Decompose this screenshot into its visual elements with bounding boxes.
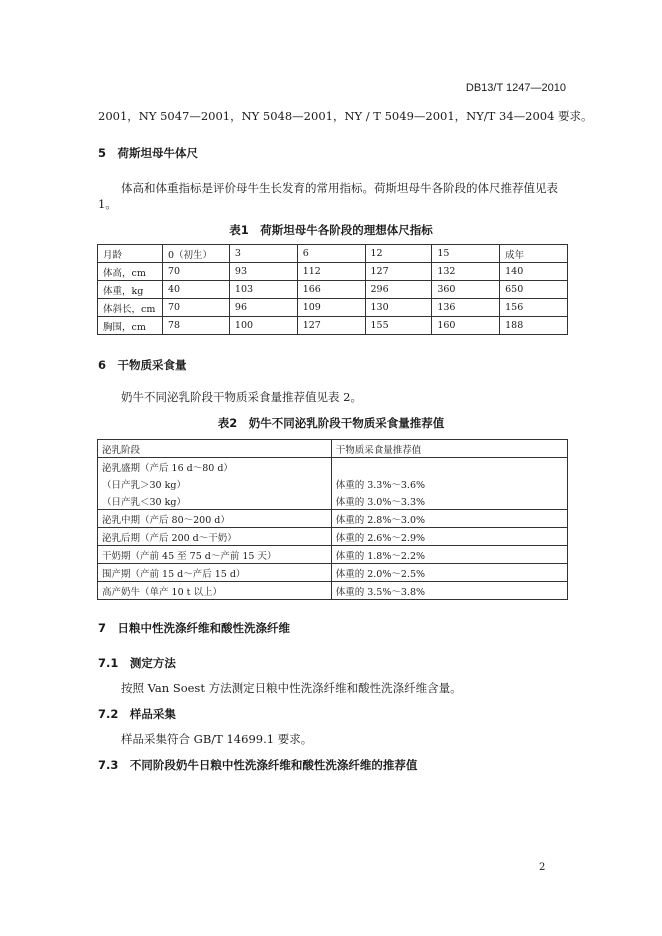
section6-paragraph: 奶牛不同泌乳阶段干物质采食量推荐值见表 2。 — [121, 390, 362, 404]
table1-header-cell: 0（初生） — [162, 245, 229, 263]
section7-3-heading: 7.3 不同阶段奶牛日粮中性洗涤纤维和酸性洗涤纤维的推荐值 — [98, 758, 418, 772]
table-cell: 166 — [297, 281, 365, 299]
table-cell: 155 — [365, 317, 432, 335]
table-cell: 40 — [162, 281, 229, 299]
table-cell: 围产期（产前 15 d～产后 15 d） — [98, 564, 332, 582]
table-cell: 体重的 2.0%～2.5% — [331, 564, 567, 582]
table-cell: 高产奶牛（单产 10 t 以上） — [98, 582, 332, 600]
table-cell: 70 — [162, 299, 229, 317]
table-cell: 70 — [162, 263, 229, 281]
section5-paragraph-line1: 体高和体重指标是评价母牛生长发育的常用指标。荷斯坦母牛各阶段的体尺推荐值见表 — [121, 181, 558, 195]
table-cell: 体重的 3.0%～3.3% — [331, 492, 567, 510]
table-cell: 96 — [229, 299, 297, 317]
intro-line: 2001，NY 5047—2001，NY 5048—2001，NY / T 5049—2001，NY/T 34—2004 要求。 — [98, 109, 593, 123]
table-row — [98, 299, 568, 317]
table-cell: 干奶期（产前 45 至 75 d～产前 15 天） — [98, 546, 332, 564]
section5-heading: 5 荷斯坦母牛体尺 — [98, 146, 199, 160]
table1-header-cell: 6 — [297, 245, 365, 263]
table-row — [98, 564, 568, 582]
table2 — [97, 439, 568, 600]
page-number: 2 — [539, 862, 546, 873]
table-cell: （日产乳＞30 kg） — [98, 475, 332, 492]
table-cell: 650 — [500, 281, 568, 299]
table-cell: 103 — [229, 281, 297, 299]
section5-paragraph-line2: 1。 — [98, 197, 117, 211]
table-cell: （日产乳＜30 kg） — [98, 492, 332, 510]
table-cell: 109 — [297, 299, 365, 317]
table-row — [98, 317, 568, 335]
table-row — [98, 281, 568, 299]
table-row — [98, 263, 568, 281]
section7-1-paragraph: 按照 Van Soest 方法测定日粮中性洗涤纤维和酸性洗涤纤维含量。 — [121, 681, 462, 695]
table-row — [98, 582, 568, 600]
table1-header-cell: 3 — [229, 245, 297, 263]
table-cell: 体重的 2.6%～2.9% — [331, 528, 567, 546]
section7-1-heading: 7.1 测定方法 — [98, 656, 176, 670]
table-cell: 296 — [365, 281, 432, 299]
table-cell: 127 — [297, 317, 365, 335]
table-cell: 136 — [432, 299, 500, 317]
table-cell: 泌乳后期（产后 200 d～干奶） — [98, 528, 332, 546]
table-row — [98, 546, 568, 564]
table-row — [98, 475, 568, 492]
table-cell: 体高，cm — [98, 263, 163, 281]
table2-caption: 表2 奶牛不同泌乳阶段干物质采食量推荐值 — [217, 416, 445, 430]
table-row — [98, 528, 568, 546]
table-cell: 127 — [365, 263, 432, 281]
table-cell: 132 — [432, 263, 500, 281]
table-cell: 泌乳中期（产后 80～200 d） — [98, 510, 332, 528]
table-cell: 100 — [229, 317, 297, 335]
section7-2-paragraph: 样品采集符合 GB/T 14699.1 要求。 — [121, 732, 313, 746]
table-cell: 188 — [500, 317, 568, 335]
table2-header-row — [98, 440, 568, 458]
table-cell: 胸围，cm — [98, 317, 163, 335]
table1-header-row — [98, 245, 568, 263]
table1-header-cell: 12 — [365, 245, 432, 263]
table-cell — [331, 458, 567, 476]
table-cell: 体重的 3.5%～3.8% — [331, 582, 567, 600]
table-cell: 体重的 1.8%～2.2% — [331, 546, 567, 564]
table-row — [98, 510, 568, 528]
table-cell: 130 — [365, 299, 432, 317]
table-cell: 78 — [162, 317, 229, 335]
table2-header-cell: 干物质采食量推荐值 — [331, 440, 567, 458]
table2-header-cell: 泌乳阶段 — [98, 440, 332, 458]
table-cell: 体重的 2.8%～3.0% — [331, 510, 567, 528]
table-cell: 体斜长，cm — [98, 299, 163, 317]
table-cell: 泌乳盛期（产后 16 d～80 d） — [98, 458, 332, 476]
table-cell: 160 — [432, 317, 500, 335]
table-cell: 体重，kg — [98, 281, 163, 299]
table1-header-cell: 15 — [432, 245, 500, 263]
table-cell: 112 — [297, 263, 365, 281]
table1-caption: 表1 荷斯坦母牛各阶段的理想体尺指标 — [229, 223, 433, 237]
section6-heading: 6 干物质采食量 — [98, 358, 187, 372]
section7-heading: 7 日粮中性洗涤纤维和酸性洗涤纤维 — [98, 621, 290, 635]
table-cell: 140 — [500, 263, 568, 281]
table-cell: 156 — [500, 299, 568, 317]
document-number: DB13/T 1247—2010 — [465, 82, 566, 94]
table-row — [98, 492, 568, 510]
table1 — [97, 244, 568, 335]
table-cell: 93 — [229, 263, 297, 281]
table1-header-cell: 月龄 — [98, 245, 163, 263]
section7-2-heading: 7.2 样品采集 — [98, 707, 176, 721]
table-cell: 体重的 3.3%～3.6% — [331, 475, 567, 492]
table-row — [98, 458, 568, 476]
table-cell: 360 — [432, 281, 500, 299]
table1-header-cell: 成年 — [500, 245, 568, 263]
